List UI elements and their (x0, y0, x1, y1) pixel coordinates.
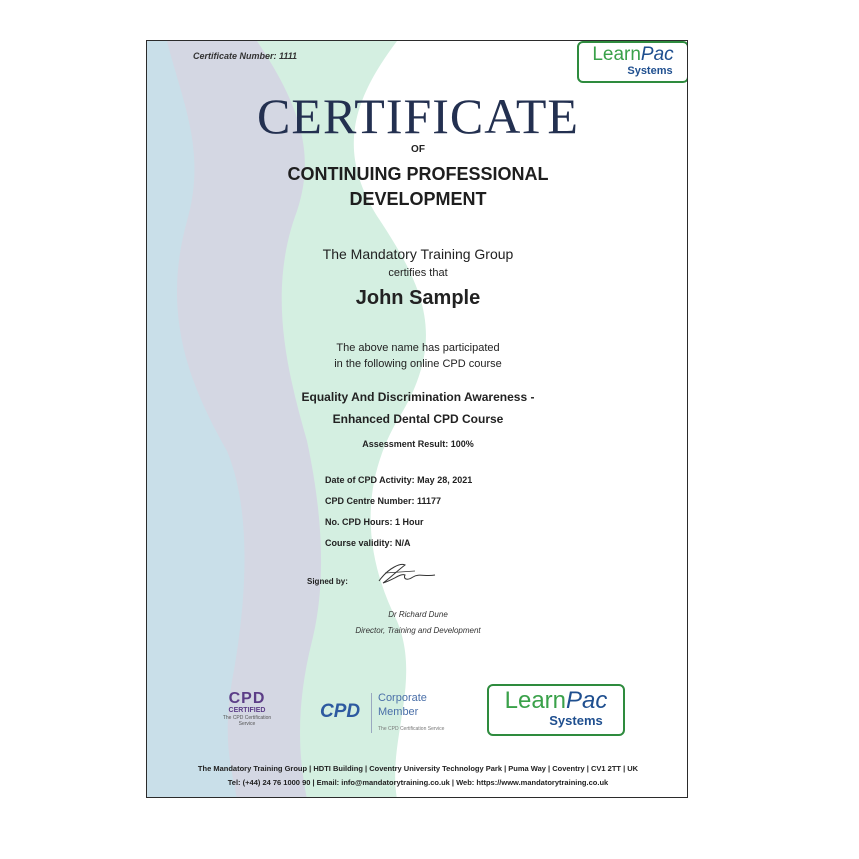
footer-contact: Tel: (+44) 24 76 1000 90 | Email: info@mandatorytraining.co.uk | Web: https://www.mandatorytraining.co.uk (227, 778, 609, 787)
cpd-certified-service: The CPD Certification Service (222, 715, 272, 727)
certificate-title: CERTIFICATE (257, 88, 579, 144)
cpd-title-line1: CONTINUING PROFESSIONAL (287, 164, 549, 184)
logo-bottom-pac-text: Pac (566, 687, 608, 714)
corporate-line1: Corporate (378, 692, 427, 704)
cpd-date: Date of CPD Activity: May 28, 2021 (325, 475, 473, 485)
issuer: The Mandatory Training Group (322, 246, 514, 262)
logo-pac-text: Pac (640, 44, 674, 65)
logo-learn-text: Learn (592, 44, 641, 65)
course-line2: Enhanced Dental CPD Course (332, 412, 504, 426)
learnpac-logo-top (577, 41, 688, 83)
logo-bottom-systems-text: Systems (549, 713, 603, 728)
certificate-number: Certificate Number: 1111 (193, 51, 298, 61)
course-name (147, 386, 688, 430)
cpd-certified-cpd: CPD (228, 690, 266, 707)
cpd-centre-number: CPD Centre Number: 11177 (325, 496, 442, 506)
signed-by-label: Signed by: (307, 577, 348, 586)
course-line1: Equality And Discrimination Awareness - (301, 390, 535, 404)
recipient-name: John Sample (355, 287, 481, 309)
cpd-title-line2: DEVELOPMENT (349, 189, 487, 209)
participation-line1: The above name has participated (336, 342, 500, 354)
footer-address: The Mandatory Training Group | HDTI Building | Coventry University Technology Park | Puma Way | Coventry | CV1 2TT | UK (197, 764, 639, 773)
cpd-details (325, 470, 472, 554)
assessment-result: Assessment Result: 100% (362, 439, 474, 449)
logo-systems-text: Systems (627, 65, 673, 77)
cpd-certified-text: CERTIFIED (228, 707, 266, 714)
cpd-certified-logo (217, 691, 277, 727)
corporate-divider (371, 693, 372, 733)
corporate-line2: Member (378, 706, 419, 718)
logo-bottom-learn-text: Learn (504, 687, 567, 714)
corporate-service: The CPD Certification Service (378, 726, 445, 732)
learnpac-logo-bottom (487, 684, 625, 736)
cpd-title (147, 162, 688, 212)
cpd-hours: No. CPD Hours: 1 Hour (325, 517, 424, 527)
signer-name: Dr Richard Dune (388, 610, 448, 619)
certifies-that: certifies that (388, 267, 448, 279)
participation-text (147, 340, 688, 372)
signer-title: Director, Training and Development (355, 626, 481, 635)
signer-block (147, 607, 688, 639)
footer (147, 762, 688, 790)
course-validity: Course validity: N/A (325, 538, 411, 548)
title-of: OF (411, 144, 425, 155)
corporate-cpd: CPD (320, 701, 361, 722)
participation-line2: in the following online CPD course (334, 358, 502, 370)
certificate-page (146, 40, 688, 798)
signature-image (375, 561, 445, 587)
